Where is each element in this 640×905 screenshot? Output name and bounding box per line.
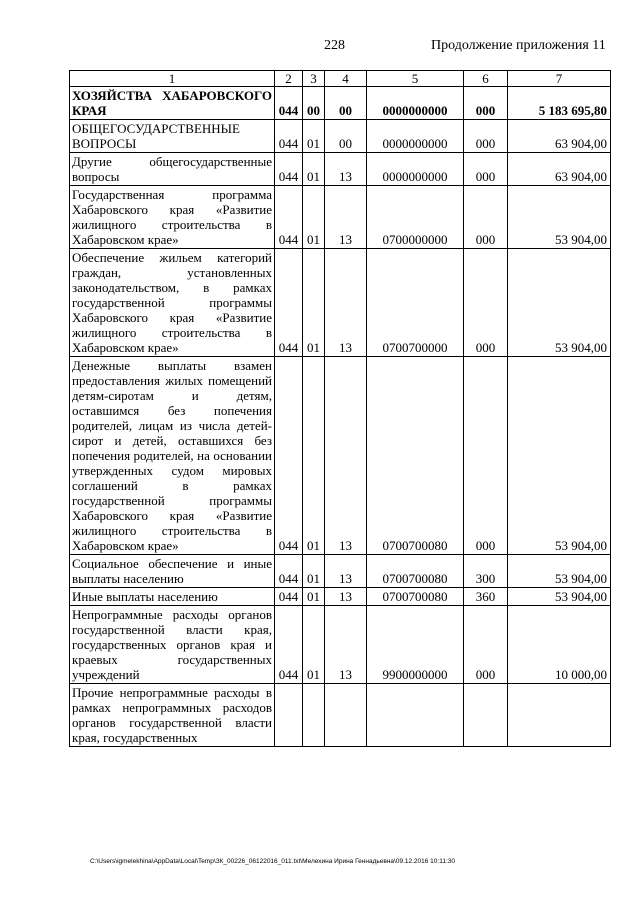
ved-code: 044: [275, 120, 303, 153]
ved-code: 044: [275, 588, 303, 606]
ved-code: 044: [275, 87, 303, 120]
amount: [508, 684, 611, 747]
subsection-code: [325, 684, 367, 747]
table-row: [70, 186, 611, 249]
table-row: [70, 684, 611, 747]
amount: 10 000,00: [508, 606, 611, 684]
section-code: 01: [303, 588, 325, 606]
subsection-code: 13: [325, 555, 367, 588]
subsection-code: 13: [325, 153, 367, 186]
section-code: 01: [303, 555, 325, 588]
expense-type-code: 000: [464, 186, 508, 249]
amount: 53 904,00: [508, 555, 611, 588]
row-name: ОБЩЕГОСУДАРСТВЕННЫЕ ВОПРОСЫ: [70, 120, 275, 153]
target-code: 0700700080: [367, 357, 464, 555]
expense-type-code: 000: [464, 606, 508, 684]
column-header: 7: [508, 71, 611, 87]
table-row: [70, 588, 611, 606]
ved-code: [275, 684, 303, 747]
expense-type-code: 000: [464, 120, 508, 153]
amount: 53 904,00: [508, 186, 611, 249]
section-code: 01: [303, 357, 325, 555]
target-code: 0000000000: [367, 120, 464, 153]
section-code: [303, 684, 325, 747]
column-header: 6: [464, 71, 508, 87]
amount: 5 183 695,80: [508, 87, 611, 120]
table-row: [70, 120, 611, 153]
table-row: [70, 606, 611, 684]
page-number: 228: [324, 38, 345, 53]
column-header: 3: [303, 71, 325, 87]
column-header: 4: [325, 71, 367, 87]
row-name: Денежные выплаты взамен предоставления жилых помещений детям-сиротам и детям, оставшимся без попечения родителей, лицам из числа детей-сирот и детей, оставшихся без попечения родителей, на основании утвержденных судом мировых соглашений в рамках государственной программы Хабаровского края «Развитие жилищного строительства в Хабаровском крае»: [70, 357, 275, 555]
section-code: 00: [303, 87, 325, 120]
amount: 63 904,00: [508, 120, 611, 153]
row-name: Другие общегосударственные вопросы: [70, 153, 275, 186]
column-header: 5: [367, 71, 464, 87]
row-name: Непрограммные расходы органов государственной власти края, государственных органов края и краевых государственных учреждений: [70, 606, 275, 684]
column-header: 2: [275, 71, 303, 87]
target-code: 0000000000: [367, 87, 464, 120]
target-code: 0700700080: [367, 555, 464, 588]
section-code: 01: [303, 606, 325, 684]
expense-type-code: 000: [464, 153, 508, 186]
target-code: 0700700000: [367, 249, 464, 357]
ved-code: 044: [275, 153, 303, 186]
expense-type-code: 000: [464, 357, 508, 555]
row-name: Государственная программа Хабаровского края «Развитие жилищного строительства в Хабаровском крае»: [70, 186, 275, 249]
target-code: 0000000000: [367, 153, 464, 186]
target-code: 9900000000: [367, 606, 464, 684]
subsection-code: 13: [325, 588, 367, 606]
expense-type-code: 300: [464, 555, 508, 588]
subsection-code: 00: [325, 120, 367, 153]
ved-code: 044: [275, 249, 303, 357]
expense-type-code: [464, 684, 508, 747]
column-header: 1: [70, 71, 275, 87]
row-name: Социальное обеспечение и иные выплаты населению: [70, 555, 275, 588]
table-row: [70, 249, 611, 357]
table-row: [70, 153, 611, 186]
ved-code: 044: [275, 357, 303, 555]
row-name: Иные выплаты населению: [70, 588, 275, 606]
amount: 53 904,00: [508, 249, 611, 357]
section-code: 01: [303, 249, 325, 357]
row-name: ХОЗЯЙСТВА ХАБАРОВСКОГО КРАЯ: [70, 87, 275, 120]
table-row: [70, 87, 611, 120]
subsection-code: 13: [325, 357, 367, 555]
target-code: 0700700080: [367, 588, 464, 606]
expense-type-code: 360: [464, 588, 508, 606]
column-number-row: [70, 71, 611, 87]
target-code: [367, 684, 464, 747]
amount: 53 904,00: [508, 357, 611, 555]
table-row: [70, 357, 611, 555]
budget-table: [69, 70, 611, 747]
amount: 63 904,00: [508, 153, 611, 186]
subsection-code: 13: [325, 186, 367, 249]
row-name: Обеспечение жильем категорий граждан, установленных законодательством, в рамках государственной программы Хабаровского края «Развитие жилищного строительства в Хабаровском крае»: [70, 249, 275, 357]
file-path-footer: C:\Users\igmelekhina\AppData\Local\Temp\ЗК_00226_06122016_011.txt\Мелехина Ирина Геннадьевна\09.12.2016 10:11:30: [90, 858, 455, 865]
target-code: 0700000000: [367, 186, 464, 249]
expense-type-code: 000: [464, 87, 508, 120]
section-code: 01: [303, 120, 325, 153]
table-row: [70, 555, 611, 588]
amount: 53 904,00: [508, 588, 611, 606]
ved-code: 044: [275, 555, 303, 588]
subsection-code: 13: [325, 606, 367, 684]
continuation-title: Продолжение приложения 11: [431, 38, 606, 53]
subsection-code: 13: [325, 249, 367, 357]
ved-code: 044: [275, 186, 303, 249]
section-code: 01: [303, 153, 325, 186]
section-code: 01: [303, 186, 325, 249]
row-name: Прочие непрограммные расходы в рамках непрограммных расходов органов государственной власти края, государственных: [70, 684, 275, 747]
ved-code: 044: [275, 606, 303, 684]
subsection-code: 00: [325, 87, 367, 120]
expense-type-code: 000: [464, 249, 508, 357]
